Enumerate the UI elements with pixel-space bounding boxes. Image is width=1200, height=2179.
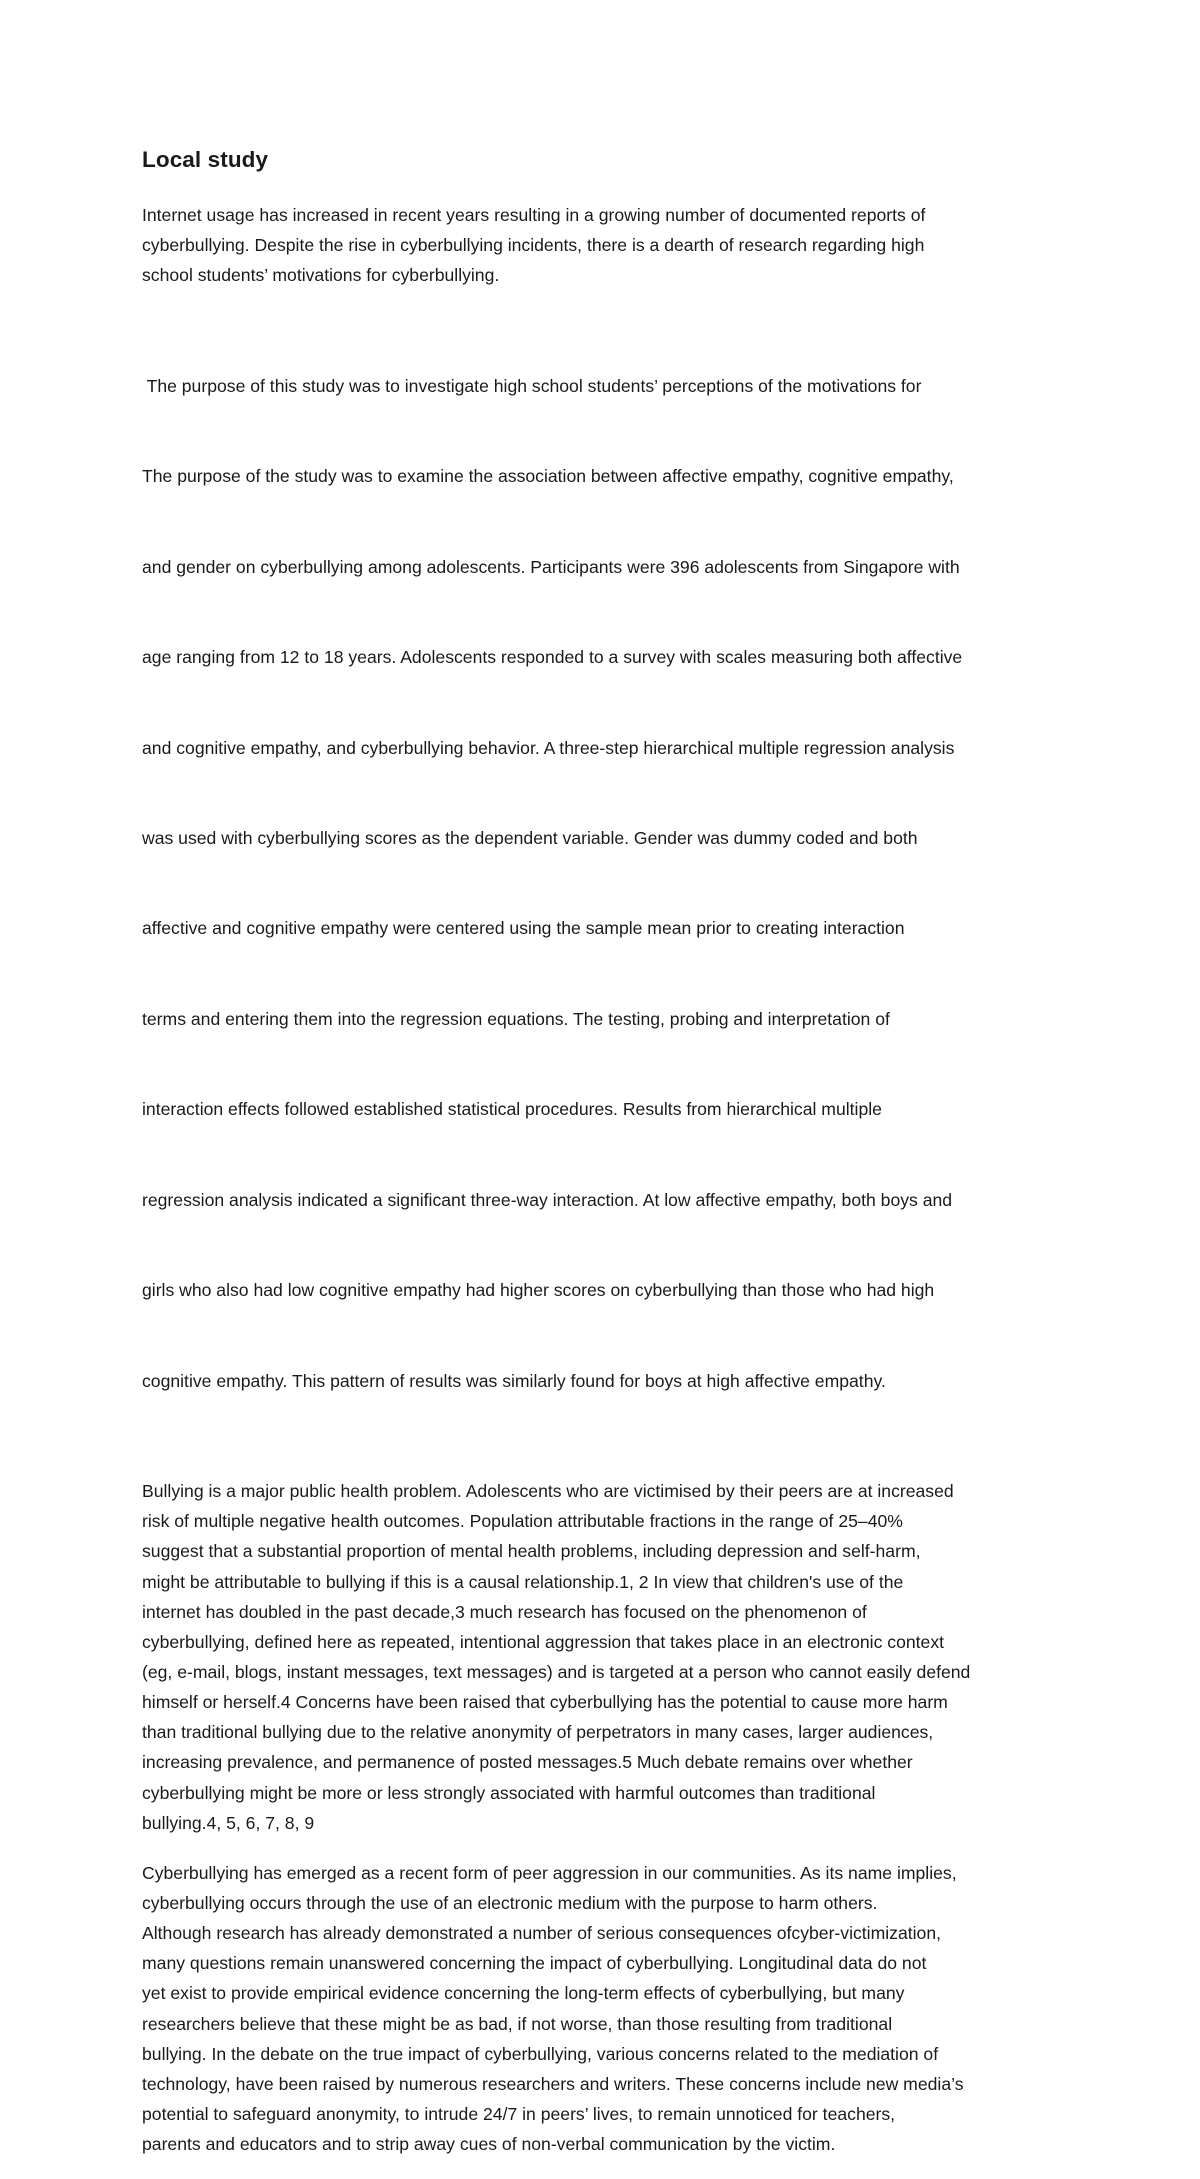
text-line: cognitive empathy. This pattern of results was similarly found for boys at high affective empathy. bbox=[142, 1370, 886, 1391]
text-line: The purpose of the study was to examine the association between affective empathy, cognitive empathy, bbox=[142, 466, 954, 487]
text-line: age ranging from 12 to 18 years. Adolescents responded to a survey with scales measuring both affective bbox=[142, 647, 963, 668]
paragraph-purpose bbox=[142, 310, 1067, 1456]
document-body bbox=[142, 140, 1067, 2179]
text-line: Bullying is a major public health problem. Adolescents who are victimised by their peers are at increased bbox=[142, 1481, 954, 1502]
text-line: parents and educators and to strip away cues of non-verbal communication by the victim. bbox=[142, 2134, 836, 2155]
text-line: Internet usage has increased in recent years resulting in a growing number of documented reports of bbox=[142, 205, 926, 225]
text-line: cyberbullying might be more or less strongly associated with harmful outcomes than traditional bbox=[142, 1782, 876, 1803]
text-line: than traditional bullying due to the relative anonymity of perpetrators in many cases, larger audiences, bbox=[142, 1722, 934, 1743]
paragraph-cyberbullying bbox=[142, 1858, 1067, 2159]
text-line: terms and entering them into the regression equations. The testing, probing and interpretation of bbox=[142, 1008, 890, 1029]
text-line: might be attributable to bullying if this is a causal relationship.1, 2 In view that children's use of the bbox=[142, 1571, 904, 1592]
text-line: many questions remain unanswered concerning the impact of cyberbullying. Longitudinal data do not bbox=[142, 1953, 927, 1974]
text-line: Cyberbullying has emerged as a recent form of peer aggression in our communities. As its name implies, bbox=[142, 1862, 957, 1883]
text-line: internet has doubled in the past decade,3 much research has focused on the phenomenon of bbox=[142, 1601, 867, 1622]
text-line: and cognitive empathy, and cyberbullying behavior. A three-step hierarchical multiple regression analysis bbox=[142, 737, 955, 758]
text-line: potential to safeguard anonymity, to intrude 24/7 in peers’ lives, to remain unnoticed for teachers, bbox=[142, 2103, 896, 2124]
text-line: Although research has already demonstrated a number of serious consequences ofcyber-victimization, bbox=[142, 1923, 941, 1944]
text-line: (eg, e-mail, blogs, instant messages, text messages) and is targeted at a person who cannot easily defend bbox=[142, 1662, 971, 1683]
text-line: bullying. In the debate on the true impact of cyberbullying, various concerns related to the mediation of bbox=[142, 2043, 939, 2064]
text-line: regression analysis indicated a significant three-way interaction. At low affective empathy, both boys and bbox=[142, 1189, 953, 1210]
text-line: researchers believe that these might be as bad, if not worse, than those resulting from traditional bbox=[142, 2013, 893, 2034]
text-line: increasing prevalence, and permanence of posted messages.5 Much debate remains over whether bbox=[142, 1752, 913, 1773]
text-line: The purpose of this study was to investigate high school students’ perceptions of the motivations for bbox=[142, 375, 922, 396]
paragraph-bullying bbox=[142, 1476, 1067, 1838]
text-line: school students’ motivations for cyberbullying. bbox=[142, 265, 500, 286]
text-line: cyberbullying occurs through the use of an electronic medium with the purpose to harm others. bbox=[142, 1893, 878, 1913]
text-line: cyberbullying. Despite the rise in cyberbullying incidents, there is a dearth of research regarding high bbox=[142, 235, 925, 256]
text-line: risk of multiple negative health outcomes. Population attributable fractions in the range of 25–40% bbox=[142, 1511, 903, 1532]
text-line: affective and cognitive empathy were centered using the sample mean prior to creating interaction bbox=[142, 918, 905, 939]
text-line: technology, have been raised by numerous researchers and writers. These concerns include new media’s bbox=[142, 2073, 964, 2094]
text-line: and gender on cyberbullying among adolescents. Participants were 396 adolescents from Singapore with bbox=[142, 556, 960, 577]
paragraph-intro bbox=[142, 200, 1067, 290]
text-line: bullying.4, 5, 6, 7, 8, 9 bbox=[142, 1812, 315, 1833]
text-line: interaction effects followed established statistical procedures. Results from hierarchical multiple bbox=[142, 1099, 882, 1120]
text-line: suggest that a substantial proportion of mental health problems, including depression and self-harm, bbox=[142, 1541, 921, 1562]
text-line: cyberbullying, defined here as repeated, intentional aggression that takes place in an electronic context bbox=[142, 1631, 945, 1652]
text-line: himself or herself.4 Concerns have been raised that cyberbullying has the potential to cause more harm bbox=[142, 1692, 948, 1713]
text-line: girls who also had low cognitive empathy had higher scores on cyberbullying than those who had high bbox=[142, 1280, 935, 1301]
text-line: was used with cyberbullying scores as the dependent variable. Gender was dummy coded and both bbox=[142, 828, 918, 848]
document-title: Local study bbox=[142, 147, 269, 172]
text-line: yet exist to provide empirical evidence concerning the long-term effects of cyberbullying, but many bbox=[142, 1983, 905, 2004]
